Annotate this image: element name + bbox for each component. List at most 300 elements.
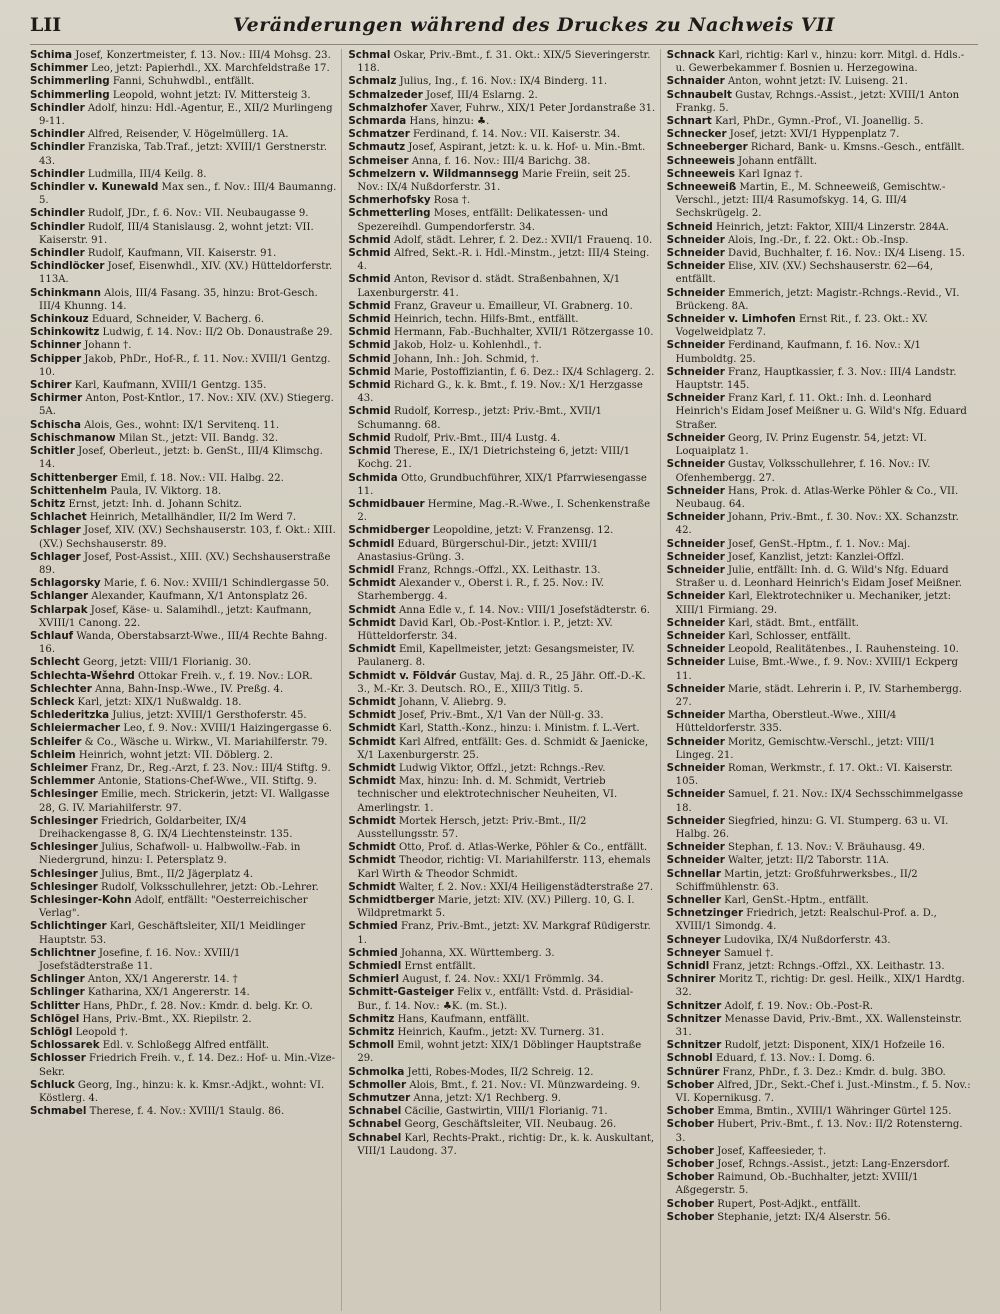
directory-entry [667,1211,974,1224]
directory-entry [667,960,974,973]
entry-surname: Schneider [666,458,725,471]
entry-surname: Schmidl [348,537,395,550]
entry-surname: Schmid [348,233,391,246]
directory-entry [348,894,655,920]
entry-surname: Schneyer [666,933,721,946]
directory-entry [348,709,655,722]
entry-details: Antonie, Stations-Chef-Wwe., VII. Stiftg. 9. [94,776,317,788]
entry-surname: Schlager [30,550,81,563]
entry-details: Xaver, Fuhrw., XIX/1 Peter Jordanstraße 31. [427,102,656,114]
entry-surname: Schleiermacher [30,722,121,735]
directory-entry [667,141,974,154]
directory-entry [667,538,974,551]
entry-surname: Schneider [666,814,725,827]
entry-surname: Schipper [30,352,82,365]
directory-entry [667,1105,974,1118]
directory-entry [348,736,655,762]
entry-details: Leopold †. [72,1027,129,1039]
entry-surname: Schleimer [30,761,88,774]
entry-details: Otto, Grundbuchführer, XIX/1 Pfarrwiesengasse 11. [357,472,647,497]
entry-details: Richard, Bank- u. Kmsns.-Gesch., entfällt. [747,142,965,154]
directory-entry [667,907,974,933]
entry-surname: Schmitt-Gasteiger [348,986,454,999]
entry-details: Josef, Kaffeesieder, †. [714,1145,827,1157]
entry-surname: Schneider [666,735,725,748]
entry-details: Alois, Ing.-Dr., f. 22. Okt.: Ob.-Insp. [724,234,909,246]
entry-surname: Schindler [30,247,85,260]
page-title: Veränderungen während des Druckes zu Nachweis VII [233,14,835,36]
directory-entry [30,590,337,603]
directory-entry [348,1118,655,1131]
directory-entry [30,1039,337,1052]
directory-entry [667,643,974,656]
entry-details: Alfred, Reisender, V. Högelmüllerg. 1A. [84,129,289,141]
entry-details: Marie, jetzt: XIV. (XV.) Pillerg. 10, G. I. Wildpretmarkt 5. [357,895,635,920]
entry-surname: Schnidl [666,960,710,973]
column-right [667,49,978,1311]
entry-details: Franziska, Tab.Traf., jetzt: XVIII/1 Gerstnerstr. 43. [39,142,327,167]
entry-details: Menasse David, Priv.-Bmt., XX. Wallensteinstr. 31. [675,1013,962,1039]
entry-details: Therese, f. 4. Nov.: XVIII/1 Staulg. 86. [86,1106,285,1118]
entry-surname: Schnack [666,49,715,61]
entry-details: Johann †. [81,340,132,352]
entry-details: Julie, entfällt: Inh. d. G. Wild's Nfg. Eduard Straßer u. d. Leonhard Heinrich's Eidam Josef Meißner. [675,564,962,590]
directory-entry [667,1171,974,1197]
entry-surname: Schneider [666,511,725,524]
entry-details: Marie, f. 6. Nov.: XVIII/1 Schindlergasse 50. [100,578,330,590]
entry-surname: Schneider [666,484,725,497]
entry-details: Georg, jetzt: VIII/1 Florianig. 30. [79,657,252,669]
entry-details: Josef, Konzertmeister, f. 13. Nov.: III/4 Mohsg. 23. [72,50,331,61]
entry-surname: Schmidt [348,761,396,774]
entry-details: Alois, Bmt., f. 21. Nov.: VI. Münzwardeing. 9. [406,1079,641,1091]
directory-entry [667,181,974,221]
entry-surname: Schneider [666,788,725,801]
entry-surname: Schlauf [30,629,74,642]
directory-entry [667,841,974,854]
directory-entry [667,551,974,564]
entry-surname: Schmid [348,339,391,352]
entry-details: Emilie, mech. Strickerin, jetzt: VI. Wallgasse 28, G. IV. Mariahilferstr. 97. [39,789,330,814]
entry-surname: Schinkmann [30,286,101,299]
entry-details: Marie, städt. Lehrerin i. P., IV. Starhembergg. 27. [675,683,962,708]
entry-surname: Schmidt [348,722,396,735]
directory-entry [667,287,974,313]
entry-details: Hans, Prok. d. Atlas-Werke Pöhler & Co., VII. Neubaug. 64. [675,485,959,510]
entry-details: Rudolf, Korresp., jetzt: Priv.-Bmt., XVII/1 Schumanng. 68. [357,406,602,431]
entry-surname: Schindler [30,101,85,114]
directory-entry [30,841,337,867]
entry-surname: Schlemmer [30,775,95,788]
directory-entry [348,353,655,366]
directory-entry [667,564,974,590]
entry-details: Martha, Oberstleut.-Wwe., XIII/4 Hütteldorferstr. 335. [675,710,897,735]
entry-surname: Schmalzeder [348,88,423,101]
entry-surname: Schober [666,1210,715,1223]
entry-details: Gustav, Volksschullehrer, f. 16. Nov.: IV. Ofenhembergg. 27. [675,459,931,484]
entry-surname: Schlechter [30,682,92,695]
entry-details: Samuel, f. 21. Nov.: IX/4 Sechsschimmelgasse 18. [675,789,964,814]
directory-entry [30,973,337,986]
entry-details: Walter, jetzt: II/2 Taborstr. 11A. [724,855,890,867]
entry-surname: Schneider [666,629,725,642]
entry-details: Marie, Postoffiziantin, f. 6. Dez.: IX/4 Schlagerg. 2. [390,366,655,378]
directory-entry [667,339,974,365]
entry-surname: Schimmer [30,62,88,75]
entry-details: Heinrich, Kaufm., jetzt: XV. Turnerg. 31. [394,1027,605,1039]
entry-surname: Schmoll [348,1039,395,1052]
entry-surname: Schneider v. Limhofen [666,313,796,326]
entry-details: Hubert, Priv.-Bmt., f. 13. Nov.: II/2 Rotensterng. 3. [675,1119,963,1144]
directory-entry [348,1105,655,1118]
entry-surname: Schindler [30,141,85,154]
directory-entry [30,696,337,709]
entry-details: Franz, jetzt: Rchngs.-Offzl., XX. Leithastr. 13. [709,961,945,973]
entry-surname: Schmidt [348,616,396,629]
entry-surname: Schlinger [30,973,85,986]
entry-surname: Schmid [348,445,391,458]
directory-entry [667,155,974,168]
directory-entry [30,260,337,286]
directory-entry [30,353,337,379]
entry-surname: Schmidt [348,880,396,893]
entry-surname: Schnobl [666,1052,713,1065]
entry-details: Martin, E., M. Schneeweiß, Gemischtw.-Verschl., jetzt: III/4 Rasumofskyg. 14, G. III/4 Sechskrügelg. 2. [675,182,946,220]
directory-entry [30,775,337,788]
entry-surname: Schneider [666,392,725,405]
directory-entry [348,432,655,445]
entry-details: Ludmilla, III/4 Keilg. 8. [84,168,207,180]
entry-details: Ferdinand, f. 14. Nov.: VII. Kaiserstr. 34. [409,129,621,141]
entry-details: Stephanie, jetzt: IX/4 Alserstr. 56. [714,1211,891,1223]
entry-surname: Schlichtinger [30,920,107,933]
entry-details: Anton, Post-Kntlor., 17. Nov.: XIV. (XV.) Stiegerg. 5A. [39,393,334,418]
directory-entry [667,868,974,894]
directory-entry [667,788,974,814]
directory-entry [30,485,337,498]
directory-entry [348,273,655,299]
entry-surname: Schmidt [348,643,396,656]
entry-surname: Schneider [666,590,725,603]
entry-details: Ernst Rit., f. 23. Okt.: XV. Vogelweidplatz 7. [675,314,928,339]
entry-details: Anton, Revisor d. städt. Straßenbahnen, X/1 Laxenburgerstr. 41. [357,274,621,299]
entry-details: Max, hinzu: Inh. d. M. Schmidt, Vertrieb technischer und elektrotechnischer Neuheiten, VI. Amerlingstr. 1. [357,776,618,814]
entry-details: Johann entfällt. [734,155,818,167]
entry-surname: Schmeiser [348,154,409,167]
entry-details: Anna, jetzt: X/1 Rechberg. 9. [410,1093,562,1105]
entry-surname: Schmerhofsky [348,194,431,207]
directory-entry [348,89,655,102]
entry-details: Emil, Kapellmeister, jetzt: Gesangsmeister, IV. Paulanerg. 8. [357,644,635,669]
entry-details: Leopold, Realitätenbes., I. Rauhensteing. 10. [724,644,959,656]
entry-details: Ottokar Freih. v., f. 19. Nov.: LOR. [134,670,313,682]
entry-surname: Schneider [666,260,725,273]
directory-entry [30,551,337,577]
directory-entry [348,643,655,669]
entry-surname: Schmautz [348,141,406,154]
entry-details: Walter, f. 2. Nov.: XXI/4 Heiligenstädterstraße 27. [395,881,654,893]
directory-entry [667,1158,974,1171]
directory-entry [348,841,655,854]
entry-surname: Schneider [666,233,725,246]
entry-surname: Schneider [666,682,725,695]
directory-entry [348,564,655,577]
directory-entry [667,630,974,643]
directory-entry [348,102,655,115]
entry-details: Julius, Bmt., II/2 Jägerplatz 4. [97,868,254,880]
entry-surname: Schlesinger [30,814,98,827]
entry-details: Karl, Statth.-Konz., hinzu: i. Ministm. f. L.-Vert. [395,723,640,735]
entry-details: Heinrich, Metallhändler, II/2 Im Werd 7. [86,512,297,524]
entry-details: Johann, V. Aliebrg. 9. [395,696,507,708]
entry-surname: Schlögel [30,1012,80,1025]
entry-details: Ludovika, IX/4 Nußdorferstr. 43. [720,934,891,946]
entry-surname: Schmidt [348,775,396,788]
entry-details: Karl, Schlosser, entfällt. [724,630,851,642]
directory-entry [667,1013,974,1039]
directory-entry [348,366,655,379]
entry-surname: Schittenhelm [30,484,108,497]
entry-details: Karl, Rechts-Prakt., richtig: Dr., k. k. Auskultant, VIII/1 Laudong. 37. [357,1132,655,1157]
entry-surname: Schmid [348,352,391,365]
entry-surname: Schober [666,1078,715,1091]
entry-details: Rupert, Post-Adjkt., entfällt. [714,1198,861,1210]
entry-surname: Schnart [666,115,712,128]
entry-surname: Schmid [348,431,391,444]
directory-entry [30,788,337,814]
entry-surname: Schneeweis [666,167,735,180]
entry-surname: Schlesinger [30,841,98,854]
entry-details: Rosa †. [430,195,471,207]
directory-entry [30,1079,337,1105]
entry-surname: Schober [666,1105,715,1118]
entry-details: Georg, Geschäftsleiter, VII. Neubaug. 26. [401,1119,617,1131]
entry-surname: Schlesinger [30,880,98,893]
entry-details: Josef, Priv.-Bmt., X/1 Van der Nüll-g. 33. [395,710,604,722]
entry-details: Cäcilie, Gastwirtin, VIII/1 Florianig. 71. [401,1106,608,1118]
entry-surname: Schlögl [30,1026,73,1039]
entry-details: Ludwig, f. 14. Nov.: II/2 Ob. Donaustraße 29. [99,327,333,339]
entry-details: Alois, Ges., wohnt: IX/1 Servitenq. 11. [80,419,280,431]
entry-details: Ludwig Viktor, Offzl., jetzt: Rchngs.-Rev. [395,762,606,774]
entry-details: Moses, entfällt: Delikatessen- und Spezereihdl. Gumpendorferstr. 34. [357,208,608,233]
entry-details: Ferdinand, Kaufmann, f. 16. Nov.: X/1 Humboldtg. 25. [675,340,921,365]
directory-entry [667,366,974,392]
entry-surname: Schmid [348,273,391,286]
entry-surname: Schmidt [348,841,396,854]
directory-entry [348,339,655,352]
directory-entry [348,1026,655,1039]
directory-entry [30,498,337,511]
entry-details: Josef, Eisenwhdl., XIV. (XV.) Hütteldorferstr. 113A. [39,261,333,286]
directory-entry [30,868,337,881]
directory-entry [348,538,655,564]
directory-entry [667,1052,974,1065]
entry-surname: Schober [666,1144,715,1157]
entry-surname: Schitler [30,445,75,458]
entry-details: Emil, wohnt jetzt: XIX/1 Döblinger Hauptstraße 29. [357,1040,642,1065]
entry-surname: Schmiedl [348,960,402,973]
directory-entry [30,683,337,696]
directory-entry [30,207,337,220]
entry-details: Hans, Priv.-Bmt., XX. Riepilstr. 2. [79,1013,252,1025]
entry-details: Edl. v. Schloßegg Alfred entfällt. [99,1040,270,1052]
entry-surname: Schirer [30,379,72,392]
directory-entry [348,155,655,168]
directory-entry [667,432,974,458]
directory-entry [30,313,337,326]
entry-surname: Schmalzhofer [348,101,428,114]
entry-surname: Schmalz [348,75,397,88]
entry-details: Karl, städt. Bmt., entfällt. [724,617,859,629]
entry-details: Friedrich, Goldarbeiter, IX/4 Dreihackengasse 8, G. IX/4 Liechtensteinstr. 135. [39,815,293,840]
entry-surname: Schneider [666,365,725,378]
entry-details: Martin, jetzt: Großfuhrwerksbes., II/2 Schiffmühlenstr. 63. [675,868,918,893]
entry-surname: Schlichtner [30,946,96,959]
entry-details: Rudolf, Volksschullehrer, jetzt: Ob.-Lehrer. [97,881,319,893]
entry-surname: Schmid [348,365,391,378]
directory-entry [348,815,655,841]
directory-entry [348,405,655,431]
entry-surname: Schmitz [348,1012,395,1025]
directory-entry [30,894,337,920]
entry-details: David, Buchhalter, f. 16. Nov.: IX/4 Liseng. 15. [724,248,965,260]
directory-entry [667,1039,974,1052]
directory-entry [348,1066,655,1079]
entry-surname: Schmatzer [348,128,410,141]
entry-surname: Schmidt [348,603,396,616]
entry-details: Friedrich Freih. v., f. 14. Dez.: Hof- u. Min.-Vize-Sekr. [39,1053,336,1078]
entry-details: Moritz, Gemischtw.-Verschl., jetzt: VIII/1 Lingeg. 21. [675,736,936,761]
entry-details: Hans, hinzu: ♣. [406,116,490,128]
entry-details: Stephan, f. 13. Nov.: V. Bräuhausg. 49. [724,842,925,854]
entry-details: Leopold, wohnt jetzt: IV. Mittersteig 3. [109,89,311,101]
entry-surname: Schinner [30,339,82,352]
directory-entry [348,115,655,128]
entry-details: Hermine, Mag.-R.-Wwe., I. Schenkenstraße 2. [357,498,651,524]
entry-surname: Schmidt [348,735,396,748]
entry-surname: Schnürer [666,1065,720,1078]
directory-entry [667,1145,974,1158]
directory-entry [667,234,974,247]
entry-surname: Schindler [30,220,85,233]
entry-surname: Schneider [666,841,725,854]
directory-entry [348,617,655,643]
directory-entry [667,313,974,339]
directory-entry [348,722,655,735]
directory-entry [30,181,337,207]
directory-entry [30,577,337,590]
directory-entry [30,141,337,167]
entry-details: Siegfried, hinzu: G. VI. Stumperg. 63 u. VI. Halbg. 26. [675,815,949,840]
entry-details: Alois, III/4 Fasang. 35, hinzu: Brot-Gesch. III/4 Khunng. 14. [39,287,318,312]
entry-surname: Schlinger [30,986,85,999]
entry-surname: Schneyer [666,946,721,959]
entry-details: Moritz T., richtig: Dr. gesl. Heilk., XIX/1 Hardtg. 32. [675,974,965,999]
entry-details: Mortek Hersch, jetzt: Priv.-Bmt., II/2 Ausstellungsstr. 57. [357,815,587,840]
entry-details: Karl, Elektrotechniker u. Mechaniker, jetzt: XIII/1 Firmiang. 29. [675,591,951,616]
directory-entry [667,683,974,709]
entry-surname: Schober [666,1118,715,1131]
entry-surname: Schneeweis [666,154,735,167]
entry-surname: Schnabel [348,1131,402,1144]
directory-entry [667,115,974,128]
directory-entry [30,670,337,683]
entry-details: Heinrich, techn. Hilfs-Bmt., entfällt. [390,314,579,326]
entry-surname: Schmidt [348,709,396,722]
entry-details: Anton, XX/1 Angererstr. 14. † [84,974,238,986]
entry-surname: Schnellar [666,867,721,880]
directory-entry [30,247,337,260]
directory-entry [30,287,337,313]
entry-surname: Schneider [666,656,725,669]
entry-surname: Schmitz [348,1026,395,1039]
entry-details: Alfred, JDr., Sekt.-Chef i. Just.-Minstm., f. 5. Nov.: VI. Kopernikusg. 7. [675,1079,971,1105]
entry-surname: Schober [666,1171,715,1184]
column-middle [348,49,660,1311]
entry-details: Josef, Kanzlist, jetzt: Kanzlei-Offzl. [724,551,905,563]
directory-entry [348,1039,655,1065]
entry-details: Wanda, Oberstabsarzt-Wwe., III/4 Rechte Bahng. 16. [39,630,328,656]
entry-details: Adolf, entfällt: "Oesterreichischer Verlag". [39,895,308,920]
directory-entry [348,498,655,524]
entry-details: Fanni, Schuhwdbl., entfällt. [109,76,255,88]
entry-details: Paula, IV. Viktorg. 18. [107,485,222,497]
entry-details: Johann, Priv.-Bmt., f. 30. Nov.: XX. Schanzstr. 42. [675,512,959,537]
directory-entry [667,247,974,260]
directory-entry [667,973,974,999]
entry-surname: Schneider [666,854,725,867]
entry-surname: Schirmer [30,392,83,405]
entry-details: Oskar, Priv.-Bmt., f. 31. Okt.: XIX/5 Sieveringerstr. 118. [357,50,651,75]
entry-surname: Schneid [666,220,713,233]
entry-details: Raimund, Ob.-Buchhalter, jetzt: XVIII/1 Aßgegerstr. 5. [675,1172,919,1197]
entry-details: Johanna, XX. Württemberg. 3. [397,947,555,959]
entry-surname: Schlitter [30,999,80,1012]
entry-details: David Karl, Ob.-Post-Kntlor. i. P., jetzt: XV. Hütteldorferstr. 34. [357,617,613,642]
directory-entry [30,722,337,735]
entry-details: Leo, f. 9. Nov.: XVIII/1 Haizingergasse 6. [120,723,332,735]
directory-entry [30,221,337,247]
directory-entry [30,128,337,141]
entry-details: Ernst, jetzt: Inh. d. Johann Schitz. [65,498,243,510]
entry-surname: Schnecker [666,128,727,141]
entry-details: Eduard, Bürgerschul-Dir., jetzt: XVIII/1 Anastasius-Grüng. 3. [357,538,599,563]
entry-surname: Schleck [30,695,75,708]
entry-surname: Schlossarek [30,1039,100,1052]
directory-entry [30,419,337,432]
directory-entry [348,577,655,603]
directory-entry [348,313,655,326]
entry-surname: Schmetterling [348,207,431,220]
directory-entry [30,89,337,102]
entry-surname: Schlanger [30,590,89,603]
directory-entry [30,326,337,339]
entry-surname: Schober [666,1197,715,1210]
entry-details: Franz, Dr., Reg.-Arzt, f. 23. Nov.: III/4 Stiftg. 9. [87,762,331,774]
directory-entry [348,604,655,617]
entry-surname: Schmidtberger [348,894,435,906]
entry-details: Franz, Priv.-Bmt., jetzt: XV. Markgraf Rüdigerstr. 1. [357,921,651,946]
entry-surname: Schlosser [30,1052,86,1065]
directory-entry [348,49,655,75]
entry-details: Luise, Bmt.-Wwe., f. 9. Nov.: XVIII/1 Eckperg 11. [675,657,958,682]
directory-entry [348,973,655,986]
entry-columns [30,49,978,1311]
entry-details: Therese, E., IX/1 Dietrichsteing 6, jetzt: VIII/1 Kochg. 21. [357,446,631,471]
entry-surname: Schlechta-Wšehrd [30,669,135,682]
entry-surname: Schmarda [348,115,407,128]
